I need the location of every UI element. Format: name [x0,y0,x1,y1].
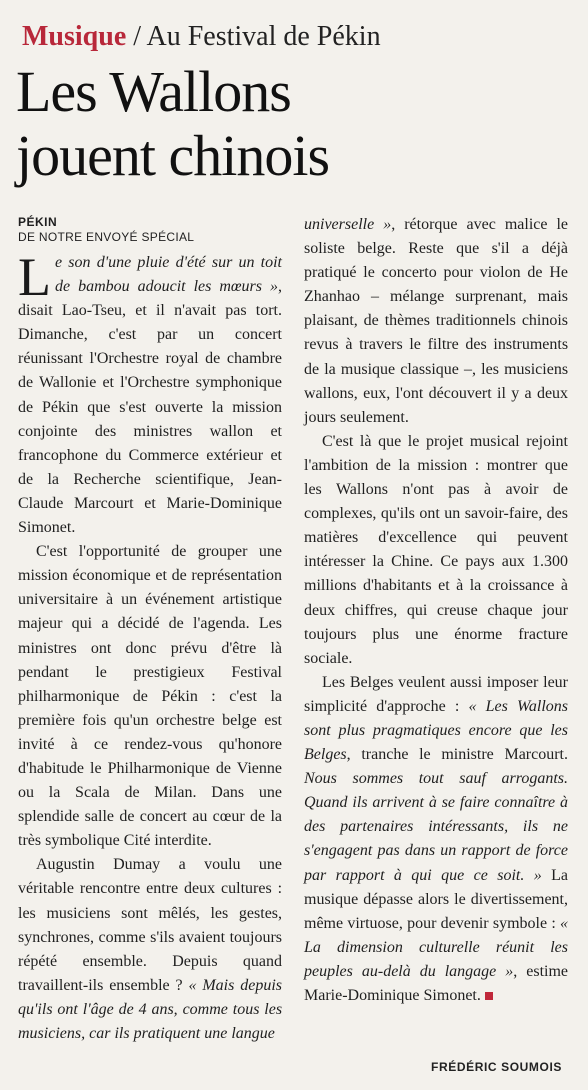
paragraph-1 [18,247,282,540]
end-of-article-mark [485,992,493,1000]
headline-line-1: Les Wallons [16,59,291,124]
marcourt-quote-2: Nous sommes tout sauf arrogants. Quand ils arrivent à se faire connaître à des partenaires intéressants, ils ne s'engagent pas dans un rapport de force par rapport à qui que ce soit. » [304,770,568,884]
dateline-place: PÉKIN [18,215,58,229]
kicker-separator: / [133,21,142,52]
paragraph-5-rest: La musique dépasse alors le divertissement, même virtuose, pour devenir symbole : [304,866,568,932]
paragraph-3-continued-fragment: , rétorque avec malice le soliste belge. Reste que s'il a déjà pratiqué le concerto pour violon de He Zhanhao – mélange surprenant, mais plaisant, de thèmes traditionnels chinois revus à travers le filtre des instruments de la musique classique –, les musiciens wallons, eux, l'ont découvert il y a deux jours seulement. [304,216,569,426]
drop-cap: L [18,247,51,307]
author-byline [431,1060,562,1074]
paragraph-5-mid: , tranche le ministre Marcourt. [346,746,568,764]
simonet-quote: « La dimension culturelle réunit les peuples au-delà du langage » [304,914,568,980]
paragraph-5-text: Les Belges veulent aussi imposer leur simplicité d'approche : [304,673,568,715]
dateline-correspondent: DE NOTRE ENVOYÉ SPÉCIAL [18,230,195,244]
paragraph-5-end: , estime Marie-Dominique Simonet. [304,962,569,1004]
section-rubric: Musique [22,21,127,52]
article-headline [16,60,576,188]
paragraph-3 [18,853,282,1046]
headline-line-2: jouent chinois [16,123,330,188]
lao-tseu-quote: e son d'une pluie d'été sur un toit de bambou adoucit les mœurs » [55,254,282,296]
paragraph-5 [304,671,568,1008]
marcourt-quote-1: « Les Wallons sont plus pragmatiques encore que les Belges [304,697,569,764]
dumay-quote: « Mais depuis qu'ils ont l'âge de 4 ans, comme tous les musiciens, car ils pratiquent une langue [18,976,283,1042]
paragraph-4: C'est là que le projet musical rejoint l'ambition de la mission : montrer que les Wallons n'ont pas à avoir de complexes, qu'ils ont un savoir-faire, des matières d'excellence qui peuvent intéresser la Chine. Ce pays aux 1.300 millions d'habitants et à la croissance à deux chiffres, qui creuse chaque jour toujours plus une énorme fracture sociale. [304,432,568,667]
article-column-1 [18,215,282,1046]
paragraph-3-text: Augustin Dumay a voulu une véritable rencontre entre deux cultures : les musiciens sont mêlés, les gestes, synchrones, comme s'ils avaient toujours répété ensemble. Depuis quand travaillent-ils ensemble ? [18,856,283,994]
article-column-2 [304,213,568,1008]
paragraph-1-text: , disait Lao-Tseu, et il n'avait pas tort. Dimanche, c'est par un concert réunissant l'Orchestre royal de chambre de Wallonie et l'Orchestre symphonique de Pékin que s'est ouverte la mission conjointe des ministres wallon et francophone du Commerce extérieur et de la Recherche scientifique, Jean-Claude Marcourt et Marie-Dominique Simonet. [18,278,282,537]
byline-name: FRÉDÉRIC SOUMOIS [431,1060,562,1074]
paragraph-3-continued [304,213,568,430]
paragraph-3-continued-fragment: universelle » [304,216,392,233]
paragraph-2: C'est l'opportunité de grouper une mission économique et de représentation universitaire à un événement artistique majeur qui a décidé de l'agenda. Les ministres ont donc prévu d'être là pendant le prestigieux Festival philharmonique de Pékin : c'est la première fois qu'un orchestre belge est invité à ce rendez-vous qu'honore d'habitude le Philharmonique de Vienne ou la Scala de Milan. Dans une splendide salle de concert au cœur de la très symbolique Cité interdite. [18,543,282,850]
section-kicker [22,20,582,54]
article-subject: Au Festival de Pékin [146,21,381,52]
